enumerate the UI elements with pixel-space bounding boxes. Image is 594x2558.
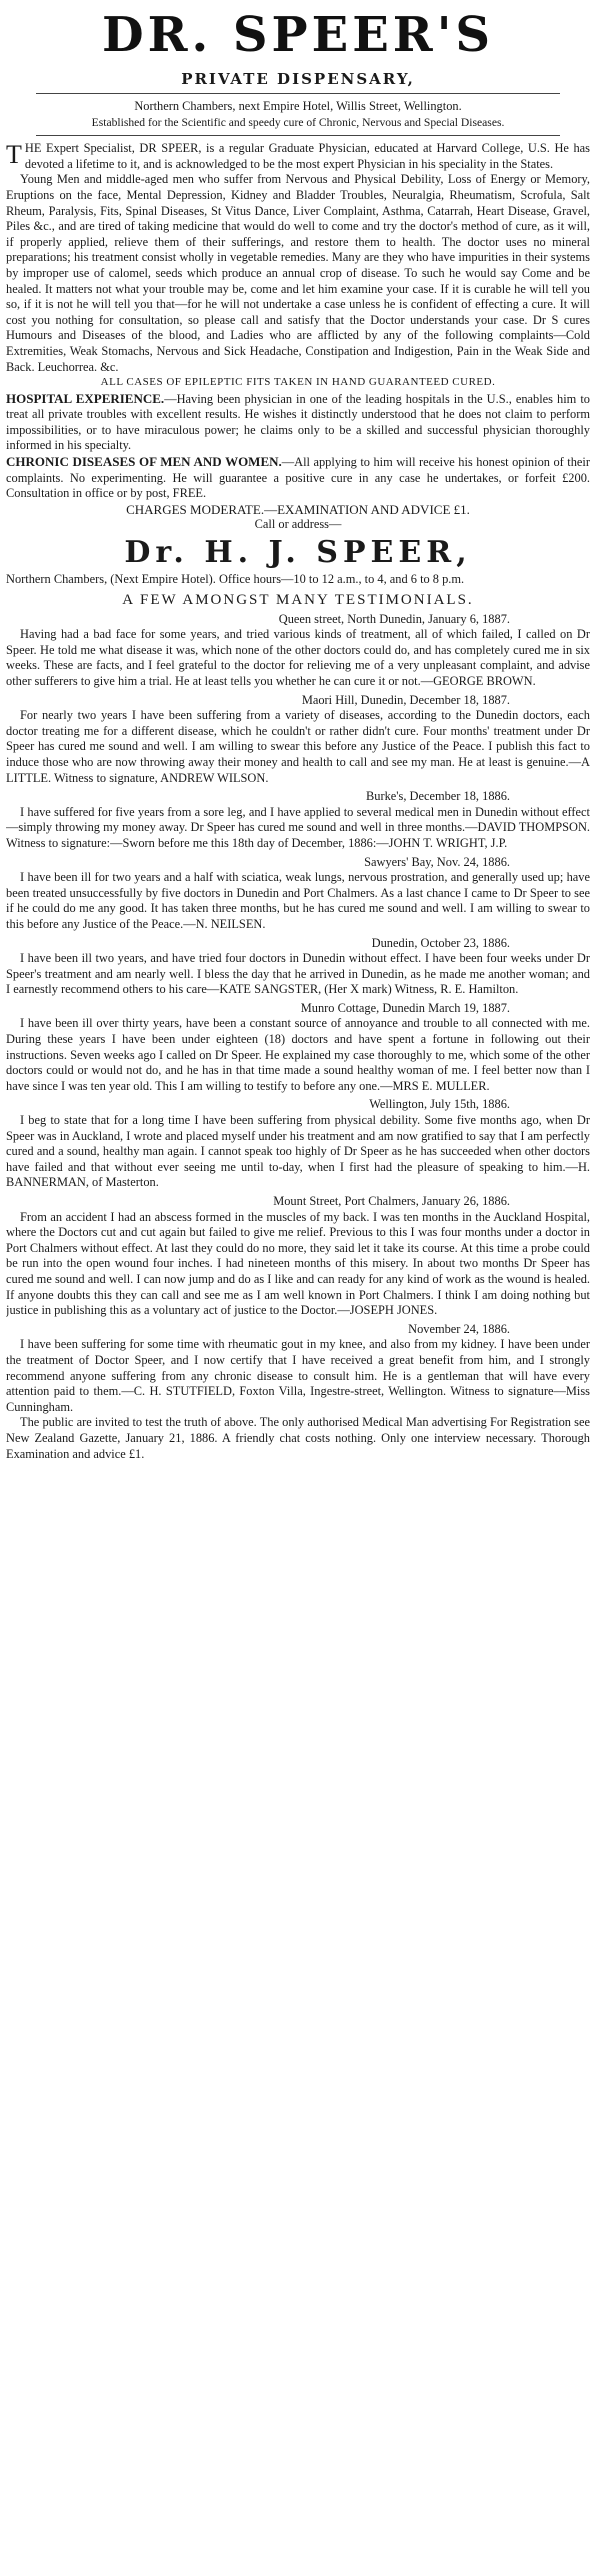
testimonial-text: I have been suffering for some time with rheumatic gout in my knee, and also from my kidney. I have been under the treatment of Doctor Speer, and I now certify that I have received a great benefit from him, and I strongly recommend anyone suffering from any chronic disease to consult him. He is a gentleman that will have every attention paid to them.—C. H. STUTFIELD, Foxton Villa, Ingestre-street, Wellington. Witness to signature—Miss Cunningham. <box>6 1337 590 1414</box>
advertisement-page <box>6 0 590 2558</box>
testimonial <box>6 936 590 998</box>
address-line: Northern Chambers, next Empire Hotel, Willis Street, Wellington. <box>134 99 462 113</box>
testimonial-text: I have been ill for two years and a half with sciatica, weak lungs, nervous prostration, and generally used up; have been treated unsuccessfully by five doctors in Dunedin and Port Chalmers. As a last chance I came to Dr Speer to see if he could do me any good. It has taken three months, but he has cured me sound and well. I am willing to swear to this before any Justice of the Peace.—N. NEILSEN. <box>6 870 590 931</box>
testimonial-text: I have been ill two years, and have tried four doctors in Dunedin without effect. I have been four weeks under Dr Speer's treatment and am nearly well. I bless the day that he arrived in Dunedin, as he made me another woman; and I earnestly recommend others to his care—KATE SANGSTER, (Her X mark) Witness, R. E. Hamilton. <box>6 951 590 997</box>
hospital-heading: HOSPITAL EXPERIENCE. <box>6 390 165 406</box>
testimonial-place: Sawyers' Bay, Nov. 24, 1886. <box>364 854 510 869</box>
chronic-heading: CHRONIC DISEASES OF MEN AND WOMEN. <box>6 454 282 470</box>
chronic-paragraph <box>6 454 590 502</box>
testimonial <box>6 693 590 787</box>
testimonial <box>6 855 590 933</box>
testimonial <box>6 1097 590 1191</box>
doctor-name: Dr. H. J. SPEER, <box>124 535 472 571</box>
testimonials-heading: A FEW AMONGST MANY TESTIMONIALS. <box>122 591 474 608</box>
ad-subtitle: PRIVATE DISPENSARY, <box>181 70 415 88</box>
charges-line: CHARGES MODERATE.—EXAMINATION AND ADVICE £1. <box>126 501 470 517</box>
testimonial-text: I beg to state that for a long time I have been suffering from physical debility. Some five months ago, when Dr Speer was in Auckland, I wrote and placed myself under his treatment and am now gratified to say that I am perfectly cured and a sound, healthy man again. I cannot speak too highly of Dr Speer as he has succeeded when other doctors have failed and that without ever seeing me until to-day, when I first had the pleasure of speaking to him.—H. BANNERMAN, of Masterton. <box>6 1113 590 1190</box>
testimonial-place: Mount Street, Port Chalmers, January 26, 1886. <box>273 1194 510 1208</box>
testimonial <box>6 612 590 690</box>
testimonial <box>6 1001 590 1095</box>
testimonial <box>6 1194 590 1319</box>
intro-text: HE Expert Specialist, DR SPEER, is a regular Graduate Physician, educated at Harvard College, U.S. He has devoted a lifetime to it, and is acknowledged to be the most expert Physician in his speciality in the States. <box>24 141 590 171</box>
testimonial-place: November 24, 1886. <box>408 1321 510 1336</box>
office-line: Northern Chambers, (Next Empire Hotel). Office hours—10 to 12 a.m., to 4, and 6 to 8 p.m. <box>6 572 465 587</box>
testimonial-place: Munro Cottage, Dunedin March 19, 1887. <box>300 1000 510 1015</box>
divider <box>36 93 560 94</box>
testimonial-place: Wellington, July 15th, 1886. <box>369 1097 510 1112</box>
divider <box>36 135 560 136</box>
footer-paragraph: The public are invited to test the truth of above. The only authorised Medical Man advertising For Registration see New Zealand Gazette, January 21, 1886. A friendly chat costs nothing. Only one interview necessary. Thorough Examination and advice £1. <box>6 1415 590 1461</box>
dropcap: T <box>6 140 22 170</box>
conditions-paragraph: Young Men and middle-aged men who suffer from Nervous and Physical Debility, Loss of Energy or Memory, Eruptions on the face, Mental Depression, Kidney and Bladder Troubles, Neuralgia, Rheumatism, Scrofula, Salt Rheum, Paralysis, Fits, Spinal Diseases, St Vitus Dance, Liver Complaint, Asthma, Catarrah, Heart Disease, Gravel, Piles &c., and are tired of taking medicine that would do well to come and try the doctor's method of cure, as it will, if properly applied, relieve them of their sufferings, and restore them to health. The doctor uses no mineral preparations; his treatment consist wholly in vegetable remedies. Many are they who have impurities in their systems by improper use of calomel, seeds which produce an annual crop of disease. To such he would say Come and be healed. It matters not what your trouble may be, come and let him examine your case. If it is curable he will tell you so, if it is not he will tell you that—for he will not undertake a case unless he is confident of effecting a cure. It will cost you nothing for consultation, so please call and satisfy that the Doctor understands your case. Dr S cures Humours and Diseases of the blood, and Ladies who are afflicted by any of the following complaints—Cold Extremities, Weak Stomachs, Nervous and Sick Headache, Constipation and Indigestion, Pain in the Weak Side and Back. Leuchorrea. &c. <box>6 172 590 374</box>
testimonial <box>6 789 590 851</box>
established-line: Established for the Scientific and speedy cure of Chronic, Nervous and Special Diseases. <box>91 115 505 129</box>
hospital-text: —Having been physician in one of the leading hospitals in the U.S., enables him to treat all private troubles with excellent results. He wishes it distinctly understood that he does not claim to perform impossibilities, or to have miraculous power; he claims only to be a skilled and successful physician thoroughly informed in his specialty. <box>6 391 590 453</box>
hospital-paragraph <box>6 391 590 454</box>
chronic-text: —All applying to him will receive his honest opinion of their complaints. No experimenting. He will guarantee a positive cure in any case he undertakes, or forfeit £200. Consultation in office or by post, FREE. <box>6 455 590 501</box>
testimonial <box>6 1322 590 1416</box>
epileptic-line: ALL CASES OF EPILEPTIC FITS TAKEN IN HAND GUARANTEED CURED. <box>100 376 496 389</box>
testimonial-place: Maori Hill, Dunedin, December 18, 1887. <box>301 692 510 707</box>
testimonial-place: Burke's, December 18, 1886. <box>366 789 510 804</box>
testimonial-text: I have suffered for five years from a sore leg, and I have applied to several medical men in Dunedin without effect—simply throwing my money away. Dr Speer has cured me sound and well in three months.—DAVID THOMPSON. Witness to signature:—Sworn before me this 18th day of December, 1886:—JOHN T. WRIGHT, J.P. <box>6 804 590 850</box>
testimonial-text: Having had a bad face for some years, and tried various kinds of treatment, all of which failed, I called on Dr Speer. He told me what disease it was, which none of the other doctors could do, and has completely cured me in six weeks. These are facts, and I feel grateful to the doctor for relieving me of a very unpleasant complaint, and advise other sufferers to give him a trial. He at least tells you whether he can cure it or not.—GEORGE BROWN. <box>6 627 590 688</box>
testimonial-text: For nearly two years I have been suffering from a variety of diseases, according to the Dunedin doctors, each doctor treating me for a different disease, which he couldn't or rather didn't cure. Four months' treatment under Dr Speer has cured me sound and well. I am willing to swear this before any Justice of the Peace. I publish this fact to induce those who are now throwing away their money and health to call and see my man. He at least is genuine.—A LITTLE. Witness to signature, ANDREW WILSON. <box>6 708 590 785</box>
intro-paragraph <box>6 141 590 172</box>
testimonial-place: Dunedin, October 23, 1886. <box>371 935 510 950</box>
call-line: Call or address— <box>254 517 342 532</box>
testimonial-text: I have been ill over thirty years, have been a constant source of annoyance and trouble to all connected with me. During these years I have been under eighteen (18) doctors and have spent a fortune in following out their instructions. Seven weeks ago I called on Dr Speer. He explained my case thoroughly to me, which some of the other doctors could or would not do, and he has in that time made a sound healthy woman of me. I feel better now than I have since I was ten year old. This I am willing to testify to before any one.—MRS E. MULLER. <box>6 1016 590 1093</box>
testimonial-text: From an accident I had an abscess formed in the muscles of my back. I was ten months in the Auckland Hospital, where the Doctors cut and cut again but failed to give me relief. Previous to this I was four months under a doctor in Port Chalmers without effect. At last they could do no more, they said let it take its course. At this time a probe could be run into the open wound four inches. I had nineteen months of this misery. In about two months Dr Speer has cured me sound and well. I can now jump and do as I like and can ready for any kind of work as the wound is healed. If anyone doubts this they can call and see me as I am well known in Port Chalmers. I think I am doing nothing but justice in publishing this as a voluntary act of justice to the Doctor.—JOSEPH JONES. <box>6 1209 590 1318</box>
ad-title: DR. SPEER'S <box>101 7 495 63</box>
testimonial-place: Queen street, North Dunedin, January 6, 1887. <box>278 611 510 626</box>
